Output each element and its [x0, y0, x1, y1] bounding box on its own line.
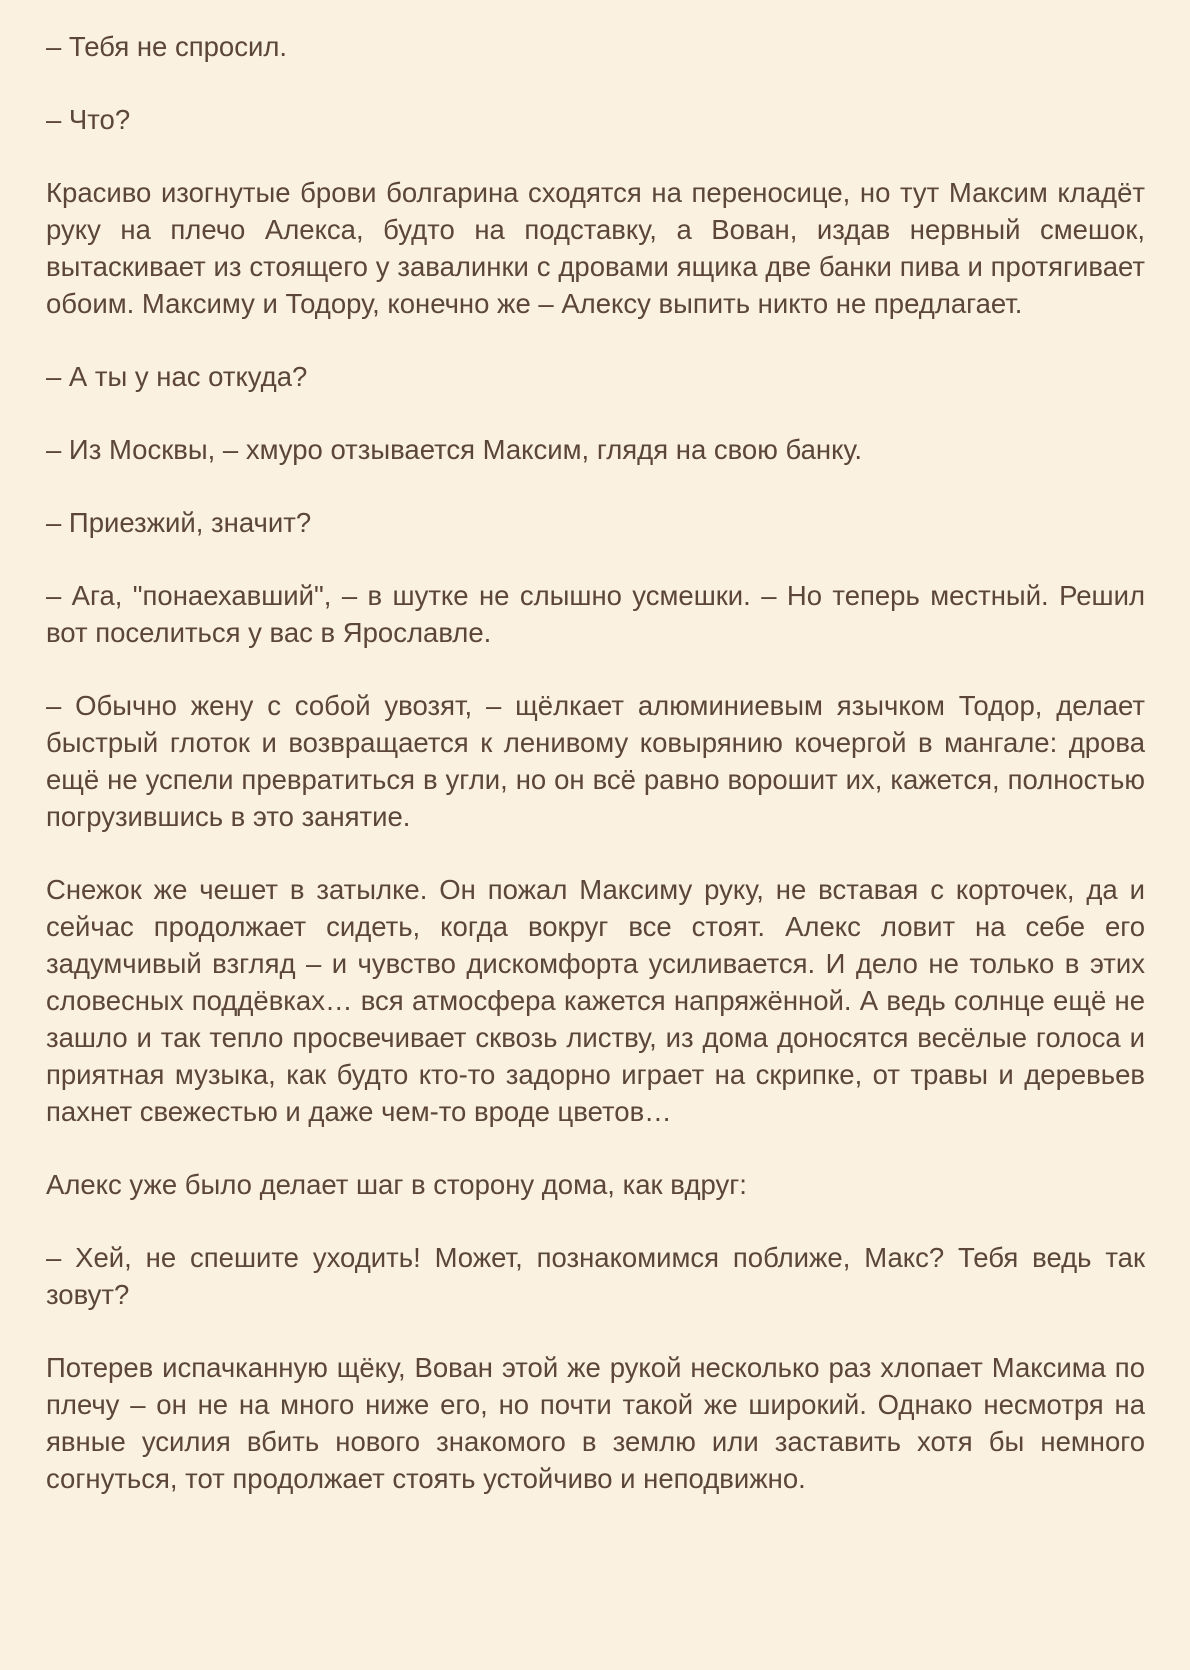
paragraph: – Из Москвы, – хмуро отзывается Максим, глядя на свою банку. — [46, 434, 863, 465]
paragraph: Красиво изогнутые брови болгарина сходятся на переносице, но тут Максим кладёт руку на плечо Алекса, будто на подставку, а Вован, издав нервный смешок, вытаскивает из стоящего у завалинки с дровами ящика две банки пива и протягивает обоим. Максиму и Тодору, конечно же – Алексу выпить никто не предлагает. — [46, 177, 1145, 319]
paragraph: Алекс уже было делает шаг в сторону дома, как вдруг: — [46, 1169, 747, 1200]
paragraph: Снежок же чешет в затылке. Он пожал Максиму руку, не вставая с корточек, да и сейчас продолжает сидеть, когда вокруг все стоят. Алекс ловит на себе его задумчивый взгляд – и чувство дискомфорта усиливается. И дело не только в этих словесных поддёвках… вся атмосфера кажется напряжённой. А ведь солнце ещё не зашло и так тепло просвечивает сквозь листву, из дома доносятся весёлые голоса и приятная музыка, как будто кто-то задорно играет на скрипке, от травы и деревьев пахнет свежестью и даже чем-то вроде цветов… — [46, 874, 1145, 1127]
paragraph: – А ты у нас откуда? — [46, 361, 308, 392]
paragraph: – Что? — [46, 104, 131, 135]
paragraph: Потерев испачканную щёку, Вован этой же рукой несколько раз хлопает Максима по плечу – он не на много ниже его, но почти такой же широкий. Однако несмотря на явные усилия вбить нового знакомого в землю или заставить хотя бы немного согнуться, тот продолжает стоять устойчиво и неподвижно. — [46, 1352, 1145, 1494]
paragraph: – Хей, не спешите уходить! Может, познакомимся поближе, Макс? Тебя ведь так зовут? — [46, 1242, 1145, 1310]
paragraph: – Ага, "понаехавший", – в шутке не слышно усмешки. – Но теперь местный. Решил вот поселиться у вас в Ярославле. — [46, 580, 1145, 648]
paragraph: – Обычно жену с собой увозят, – щёлкает алюминиевым язычком Тодор, делает быстрый глоток и возвращается к ленивому ковырянию кочергой в мангале: дрова ещё не успели превратиться в угли, но он всё равно ворошит их, кажется, полностью погрузившись в это занятие. — [46, 690, 1145, 832]
paragraph: – Приезжий, значит? — [46, 507, 312, 538]
paragraph: – Тебя не спросил. — [46, 31, 288, 62]
